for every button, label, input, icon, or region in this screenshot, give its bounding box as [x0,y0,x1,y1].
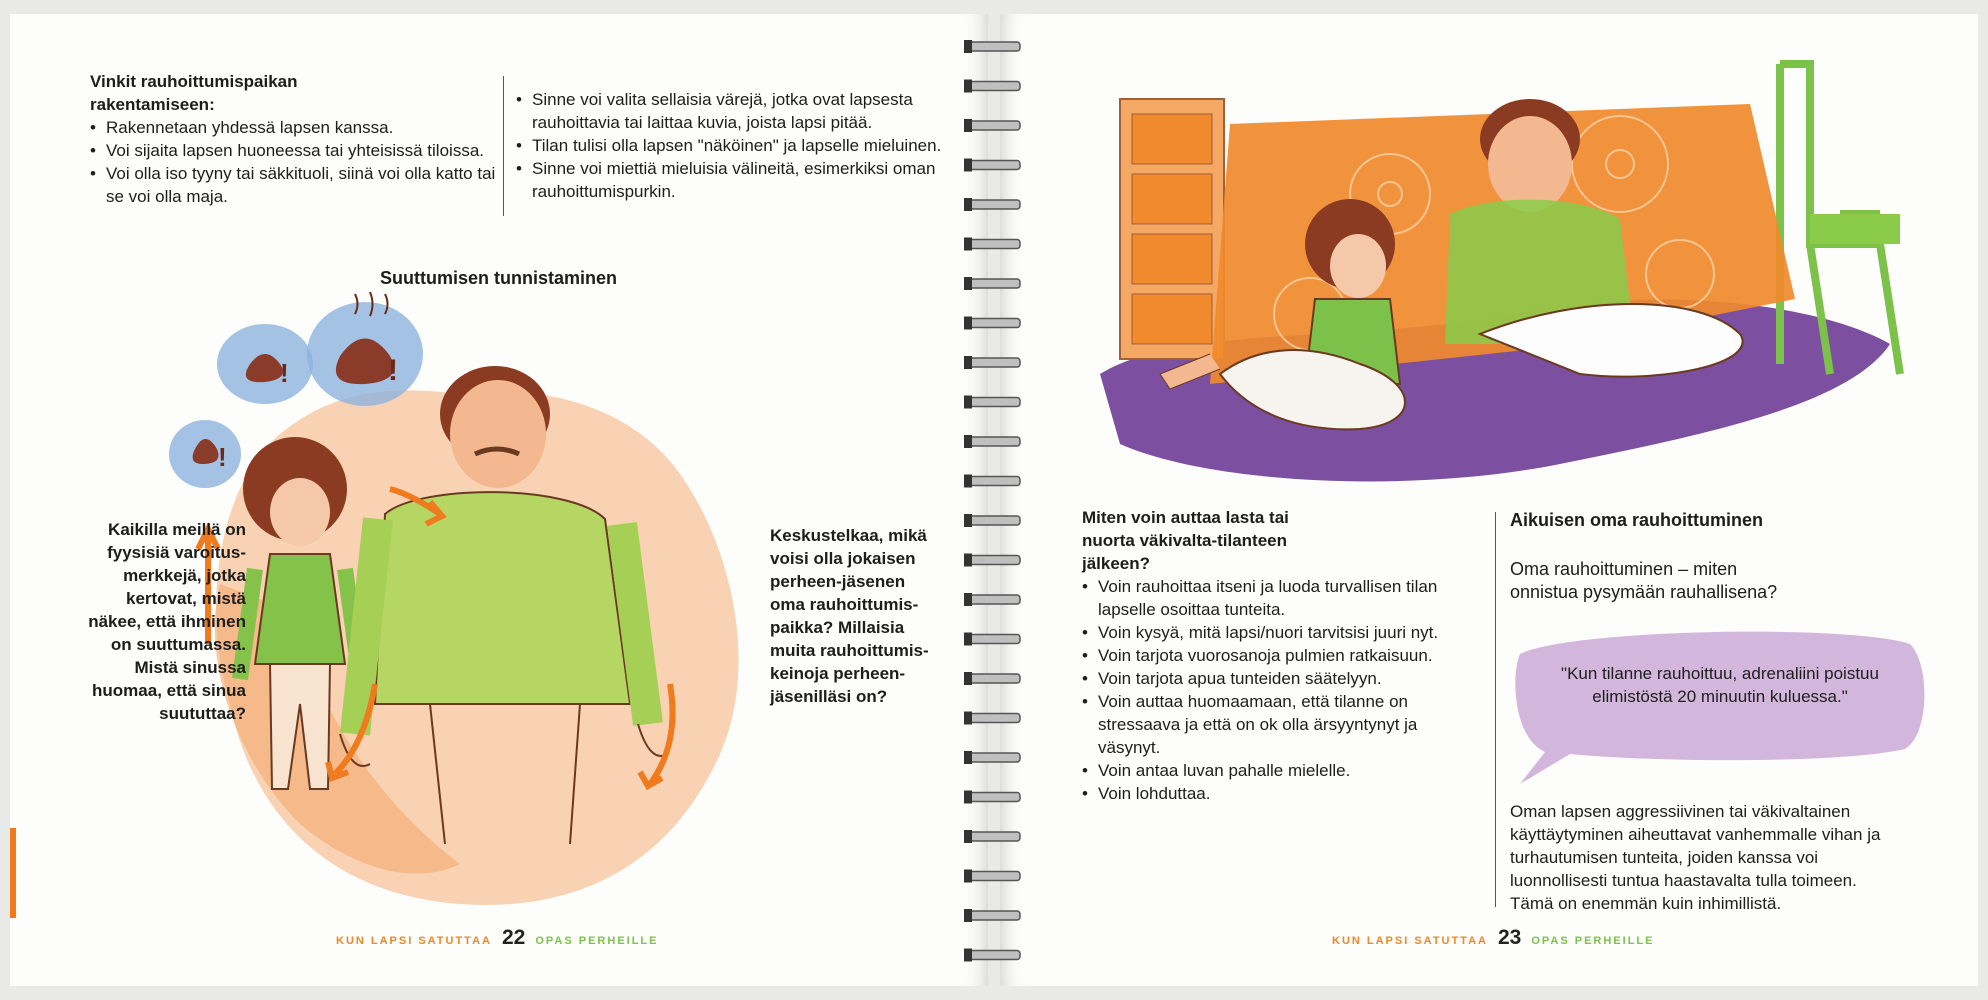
spiral-hole [964,396,972,409]
spiral-hole [964,475,972,488]
right-page [1000,14,1978,986]
spiral-ring [968,516,1020,525]
help-list-item: • Voin kysyä, mitä lapsi/nuori tarvitsisi juuri nyt. [1082,621,1482,644]
tips-list-item: • Sinne voi miettiä mieluisia välineitä, esimerkiksi oman rauhoittumispurkin. [516,157,946,203]
spiral-hole [964,870,972,883]
spiral-hole [964,672,972,685]
spiral-hole [964,356,972,369]
left-caption: Kaikilla meillä on fyysisiä varoitus-merkkejä, jotka kertovat, mistä näkee, että ihminen on suuttumassa. Mistä sinussa huomaa, että sinua suututtaa? [88,520,246,723]
spiral-hole [964,554,972,567]
help-block [1082,506,1482,805]
section-title: Suuttumisen tunnistaminen [380,268,618,288]
spiral-ring [968,911,1020,920]
spiral-ring [968,477,1020,486]
body-text: Oman lapsen aggressiivinen tai väkivaltainen käyttäytyminen aiheuttavat vanhemmalle vihan ja turhautumisen tunteita, joiden kanssa voi luonnollisesti tuntua haastavalta tulla toimeen. Tämä on enemmän kuin inhimillistä. [1510,802,1881,913]
spiral-hole [964,514,972,527]
svg-text:!: ! [388,354,398,387]
help-list [1082,575,1482,805]
help-list-item: • Voin tarjota apua tunteiden säätelyyn. [1082,667,1482,690]
spiral-hole [964,791,972,804]
spiral-ring [968,832,1020,841]
tips-list-item: • Tilan tulisi olla lapsen "näköinen" ja lapselle mieluinen. [516,134,946,157]
tips-block [90,70,500,208]
tips-block-2 [516,88,946,203]
spiral-ring [968,951,1020,960]
tips-list-item: • Voi sijaita lapsen huoneessa tai yhteisissä tiloissa. [90,139,500,162]
page-number: 22 [501,926,526,949]
page-edge-accent [10,828,16,918]
spiral-hole [964,277,972,290]
tent-illustration [1060,44,1930,514]
quote-bubble [1510,624,1930,794]
spiral-ring [968,872,1020,881]
spiral-hole [964,830,972,843]
tips-list-item: • Rakennetaan yhdessä lapsen kanssa. [90,116,500,139]
page-footer-right [1332,926,1655,950]
spiral-hole [964,949,972,962]
footer-subtitle: OPAS PERHEILLE [1531,935,1655,947]
spiral-hole [964,593,972,606]
tips-list-2 [516,88,946,203]
svg-text:!: ! [280,358,289,388]
spiral-ring [968,714,1020,723]
footer-subtitle: OPAS PERHEILLE [535,935,659,947]
spiral-ring [968,240,1020,249]
tips-list-item: • Sinne voi valita sellaisia värejä, jotka ovat lapsesta rauhoittavia tai laittaa kuvia, joista lapsi pitää. [516,88,946,134]
spiral-ring [968,556,1020,565]
page-footer-left [336,926,659,950]
spiral-ring [968,82,1020,91]
spiral-ring [968,42,1020,51]
spiral-ring [968,398,1020,407]
svg-text:!: ! [218,442,227,472]
left-page [10,14,988,986]
footer-book-title: KUN LAPSI SATUTTAA [1332,935,1488,947]
help-list-item: • Voin auttaa huomaamaan, että tilanne on stressaava ja että on ok olla ärsyyntynyt ja väsynyt. [1082,690,1482,759]
column-divider [1495,512,1496,907]
help-list-item: • Voin antaa luvan pahalle mielelle. [1082,759,1482,782]
spiral-ring [968,121,1020,130]
help-list-item: • Voin lohduttaa. [1082,782,1482,805]
right-caption: Keskustelkaa, mikä voisi olla jokaisen perheen-jäsenen oma rauhoittumis-paikka? Millaisia muita rauhoittumis-keinoja perheen-jäsenilläsi on? [770,526,929,706]
spiral-binding [960,20,1030,970]
spiral-ring [968,753,1020,762]
spiral-hole [964,238,972,251]
spiral-hole [964,119,972,132]
spiral-hole [964,317,972,330]
spiral-hole [964,751,972,764]
adult-section-title: Aikuisen oma rauhoittuminen [1510,510,1764,530]
spiral-ring [968,200,1020,209]
page-number: 23 [1497,926,1522,949]
spiral-hole [964,909,972,922]
tips-heading: Vinkit rauhoittumispaikan rakentamiseen: [90,72,298,114]
spiral-ring [968,437,1020,446]
adult-question: Oma rauhoittuminen – miten onnistua pysymään rauhallisena? [1510,559,1778,602]
tips-list-1 [90,116,500,208]
spiral-ring [968,279,1020,288]
spiral-hole [964,80,972,93]
spiral-ring [968,595,1020,604]
spiral-hole [964,712,972,725]
spiral-hole [964,159,972,172]
help-question: Miten voin auttaa lasta tai nuorta väkivalta-tilanteen jälkeen? [1082,508,1289,573]
spiral-ring [968,161,1020,170]
spiral-ring [968,319,1020,328]
anger-illustration [160,284,760,924]
spiral-hole [964,40,972,53]
spiral-ring [968,674,1020,683]
footer-book-title: KUN LAPSI SATUTTAA [336,935,492,947]
spiral-ring [968,358,1020,367]
spiral-ring [968,635,1020,644]
spiral-ring [968,793,1020,802]
spiral-hole [964,198,972,211]
spiral-hole [964,435,972,448]
column-divider [503,76,504,216]
tips-list-item: • Voi olla iso tyyny tai säkkituoli, siinä voi olla katto tai se voi olla maja. [90,162,500,208]
quote-text: "Kun tilanne rauhoittuu, adrenaliini poistuu elimistöstä 20 minuutin kuluessa." [1561,664,1879,706]
spiral-hole [964,633,972,646]
help-list-item: • Voin rauhoittaa itseni ja luoda turvallisen tilan lapselle osoittaa tunteita. [1082,575,1482,621]
help-list-item: • Voin tarjota vuorosanoja pulmien ratkaisuun. [1082,644,1482,667]
